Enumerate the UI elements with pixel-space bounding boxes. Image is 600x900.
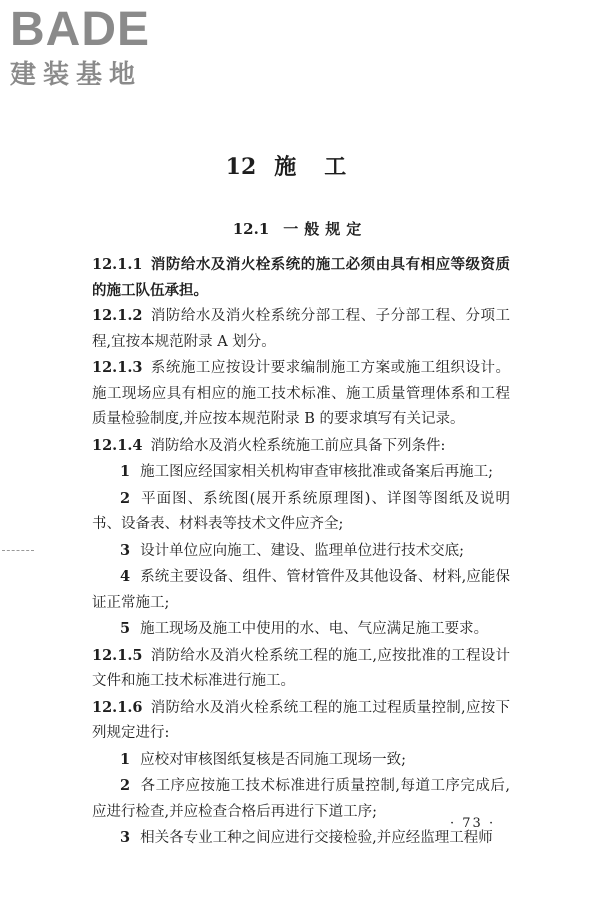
item-text: 应校对审核图纸复核是否同施工现场一致; (140, 751, 406, 768)
item-number: 4 (120, 568, 131, 585)
section-number: 12.1 (232, 220, 270, 238)
section-title: 一般规定 (283, 220, 368, 238)
item-text: 平面图、系统图(展开系统原理图)、详图等图纸及说明书、设备表、材料表等技术文件应齐全; (92, 490, 510, 532)
item-number: 1 (120, 750, 131, 768)
clause-id: 12.1.4 (92, 436, 143, 454)
item-text: 相关各专业工种之间应进行交接检验,并应经监理工程师 (140, 830, 493, 846)
clause-text: 消防给水及消火栓系统工程的施工,应按批准的工程设计文件和施工技术标准进行施工。 (92, 647, 510, 689)
clause-12-1-4 (92, 433, 510, 460)
list-item (92, 616, 510, 643)
item-text: 施工图应经国家相关机构审查审核批准或备案后再施工; (140, 464, 493, 480)
clause-id: 12.1.6 (92, 698, 143, 716)
margin-mark (2, 550, 34, 551)
clause-id: 12.1.1 (92, 256, 143, 273)
item-text: 设计单位应向施工、建设、监理单位进行技术交底; (140, 542, 464, 559)
item-number: 3 (120, 541, 131, 559)
list-item (92, 747, 510, 774)
page-number: · 73 · (450, 816, 496, 831)
clause-12-1-5 (92, 643, 510, 695)
item-number: 3 (120, 829, 131, 846)
watermark-logo (10, 4, 180, 94)
chapter-title: 施工 (274, 154, 375, 180)
list-item (92, 773, 510, 825)
item-text: 各工序应按施工技术标准进行质量控制,每道工序完成后,应进行检查,并应检查合格后再进行下道工序; (92, 778, 510, 820)
item-text: 系统主要设备、组件、管材管件及其他设备、材料,应能保证正常施工; (92, 569, 510, 611)
item-number: 1 (120, 463, 131, 480)
logo-mark: BADE (10, 3, 151, 56)
clause-body (92, 252, 510, 852)
item-number: 2 (120, 777, 131, 794)
clause-12-1-6 (92, 695, 510, 747)
logo-subtitle: 建装基地 (10, 60, 143, 90)
item-number: 5 (120, 620, 131, 637)
clause-id: 12.1.5 (92, 646, 143, 664)
list-item (92, 564, 510, 616)
clause-12-1-2 (92, 303, 510, 355)
item-text: 施工现场及施工中使用的水、电、气应满足施工要求。 (140, 621, 489, 637)
list-item (92, 825, 510, 852)
clause-12-1-1 (92, 252, 510, 303)
clause-id: 12.1.3 (92, 359, 143, 376)
clause-text: 消防给水及消火栓系统分部工程、子分部工程、分项工程,宜按本规范附录 A 划分。 (92, 308, 510, 350)
list-item (92, 486, 510, 538)
clause-text: 消防给水及消火栓系统的施工必须由具有相应等级资质的施工队伍承担。 (92, 256, 510, 299)
chapter-number: 12 (225, 154, 257, 180)
clause-text: 消防给水及消火栓系统工程的施工过程质量控制,应按下列规定进行: (92, 699, 510, 741)
clause-text: 系统施工应按设计要求编制施工方案或施工组织设计。施工现场应具有相应的施工技术标准、施工质量管理体系和工程质量检验制度,并应按本规范附录 B 的要求填写有关记录。 (92, 360, 510, 427)
chapter-heading (0, 150, 600, 181)
list-item (92, 538, 510, 565)
clause-12-1-3 (92, 355, 510, 433)
list-item (92, 459, 510, 486)
section-heading (0, 218, 600, 239)
clause-id: 12.1.2 (92, 307, 143, 324)
clause-text: 消防给水及消火栓系统施工前应具备下列条件: (150, 437, 446, 454)
item-number: 2 (120, 489, 131, 507)
